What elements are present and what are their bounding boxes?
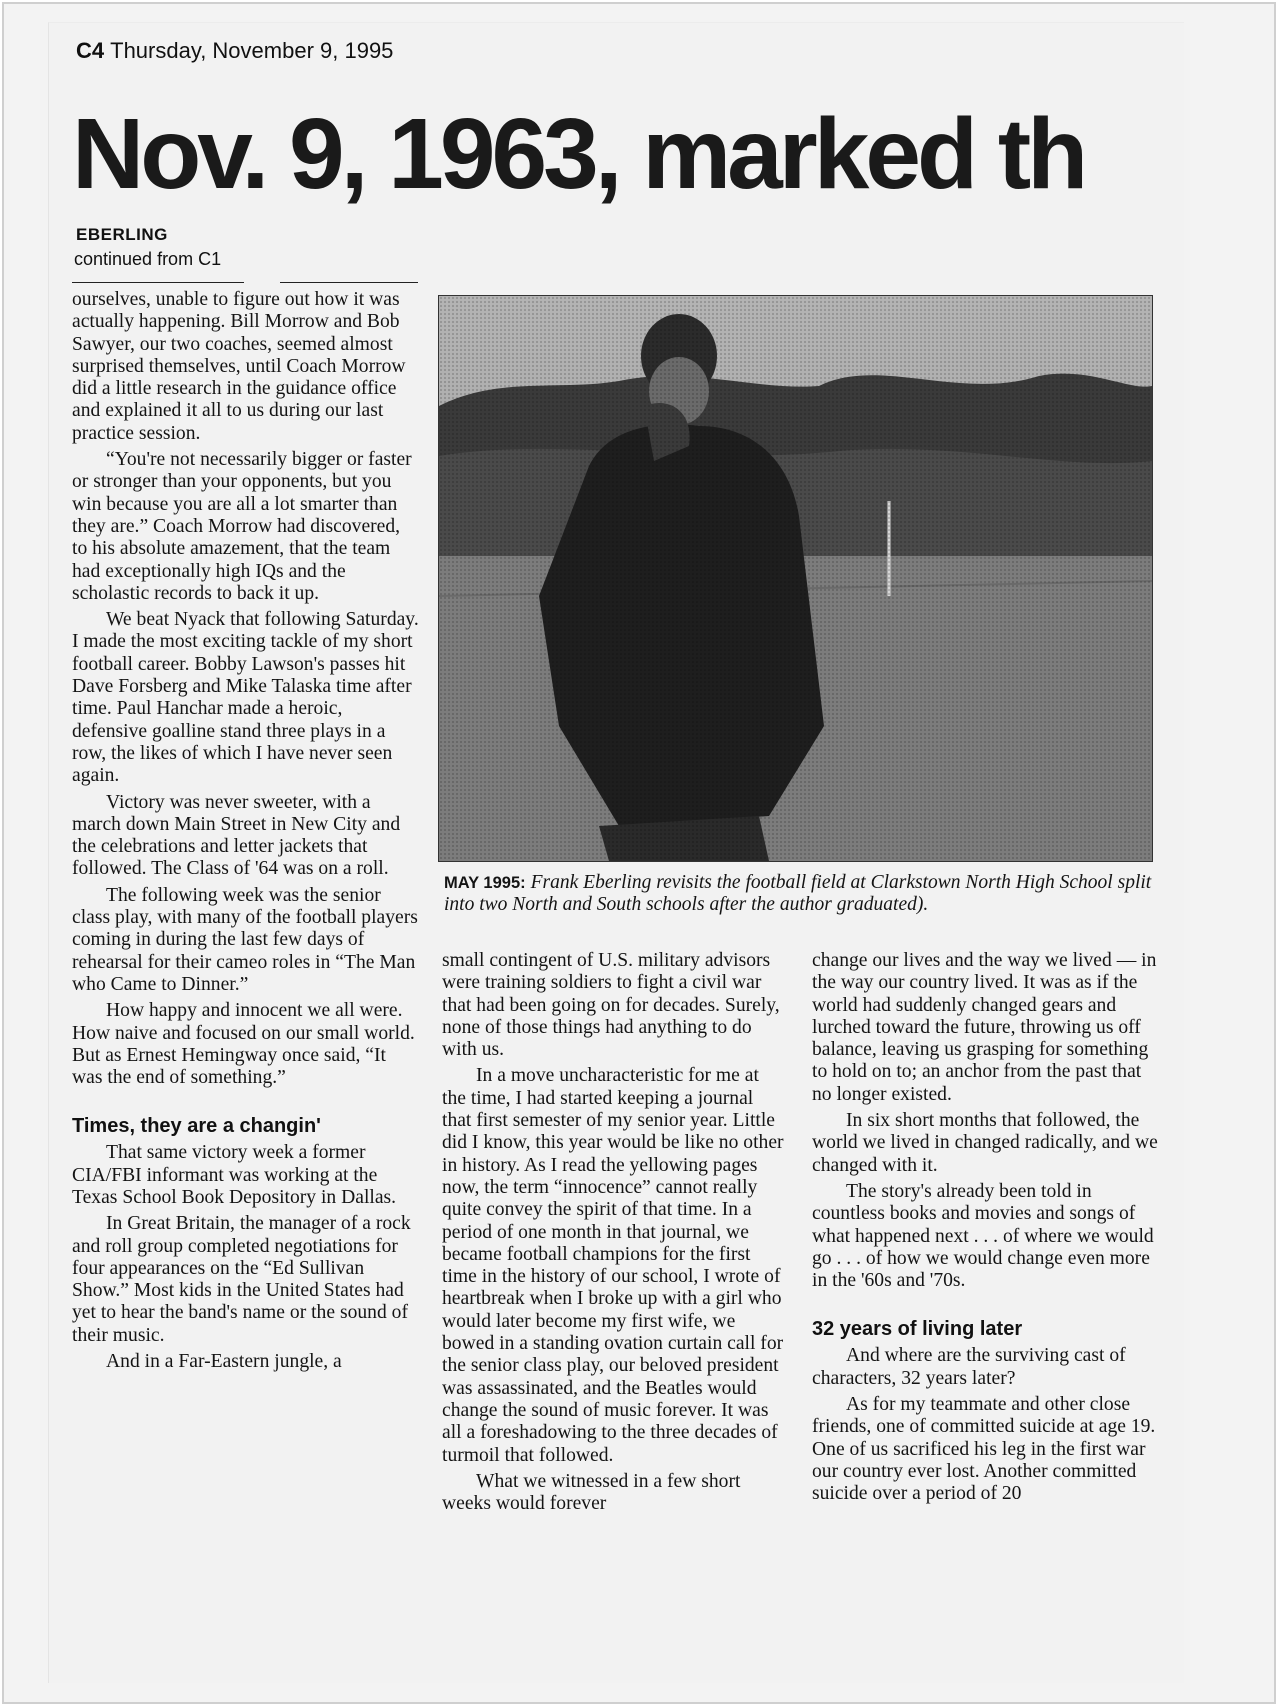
article-column-1 xyxy=(72,289,420,1373)
photo-frank-eberling-field xyxy=(438,295,1153,862)
paragraph: In a move uncharacteristic for me at the time, I had started keeping a journal that first semester of my senior year. Little did I know, this year would be like no other in history. As I read the yellowing pages now, the term “innocence” cannot really quite convey the spirit of that time. In a period of one month in that journal, we became football champions for the first time in the history of our school, I wrote of heartbreak when I broke up with a girl who would later become my first wife, we bowed in a standing ovation curtain call for the senior class play, our beloved president was assassinated, and the Beatles would change the sound of music forever. It was all a foreshadowing to the three decades of turmoil that followed. xyxy=(442,1065,784,1466)
subhead-32-years: 32 years of living later xyxy=(812,1318,1023,1341)
paragraph: What we witnessed in a few short weeks would forever xyxy=(442,1470,741,1515)
paragraph: Victory was never sweeter, with a march down Main Street in New City and the celebrations and letter jackets that followed. The Class of '64 was on a roll. xyxy=(72,791,401,880)
scanned-page xyxy=(2,2,1276,1704)
headline: Nov. 9, 1963, marked th xyxy=(72,98,1085,210)
story-kicker: EBERLING xyxy=(76,225,168,244)
subhead-times-changin: Times, they are a changin' xyxy=(72,1115,321,1138)
photo-caption xyxy=(444,872,1164,916)
column-rule-right xyxy=(280,282,418,283)
paragraph: And where are the surviving cast of characters, 32 years later? xyxy=(812,1345,1126,1389)
article-column-3 xyxy=(812,950,1160,1506)
page-dateline xyxy=(76,38,393,64)
caption-text: Frank Eberling revisits the football field at Clarkstown North High School split into two North and South schools after the author graduated). xyxy=(444,872,1152,915)
paragraph: And in a Far-Eastern jungle, a xyxy=(106,1351,342,1373)
column-rule-left xyxy=(72,282,244,283)
paragraph: change our lives and the way we lived — in the way our country lived. It was as if the world had suddenly changed gears and lurched toward the future, throwing us off balance, leaving us grasping for something to hold on to; an anchor from the past that no longer existed. xyxy=(812,950,1157,1105)
page-label: C4 xyxy=(76,38,105,63)
caption-label: MAY 1995: xyxy=(444,874,526,892)
paragraph: small contingent of U.S. military advisors were training soldiers to fight a civil war that had been going on for decades. Surely, none of those things had anything to do with us. xyxy=(442,950,780,1061)
paragraph: That same victory week a former CIA/FBI informant was working at the Texas School Book Depository in Dallas. xyxy=(72,1142,397,1208)
continued-line: continued from C1 xyxy=(74,249,222,269)
photo-image xyxy=(439,296,1152,861)
paragraph: In Great Britain, the manager of a rock and roll group completed negotiations for four appearances on the “Ed Sullivan Show.” Most kids in the United States had yet to hear the band's name or the sound of their music. xyxy=(72,1213,411,1346)
paragraph: As for my teammate and other close friends, one of committed suicide at age 19. One of us sacrificed his leg in the first war our country ever lost. Another committed suicide over a period of 20 xyxy=(812,1394,1156,1505)
paragraph: The story's already been told in countless books and movies and songs of what happened next . . . of where we would go . . . of how we would change even more in the '60s and '70s. xyxy=(812,1180,1154,1292)
paragraph: “You're not necessarily bigger or faster or stronger than your opponents, but you win because you are all a lot smarter than they are.” Coach Morrow had discovered, to his absolute amazement, that the team had exceptionally high IQs and the scholastic records to back it up. xyxy=(72,449,412,604)
paragraph: In six short months that followed, the world we lived in changed radically, and we changed with it. xyxy=(812,1110,1158,1176)
paragraph: The following week was the senior class play, with many of the football players coming in during the last few days of rehearsal for their cameo roles in “The Man who Came to Dinner.” xyxy=(72,884,418,995)
paragraph: ourselves, unable to figure out how it was actually happening. Bill Morrow and Bob Sawyer, our two coaches, seemed almost surprised themselves, until Coach Morrow did a little research in the guidance office and explained it all to us during our last practice session. xyxy=(72,289,406,444)
paragraph: How happy and innocent we all were. How naive and focused on our small world. But as Ernest Hemingway once said, “It was the end of something.” xyxy=(72,1000,415,1089)
page-date: Thursday, November 9, 1995 xyxy=(110,38,394,63)
article-column-2 xyxy=(442,950,787,1515)
paragraph: We beat Nyack that following Saturday. I made the most exciting tackle of my short football career. Bobby Lawson's passes hit Dave Forsberg and Mike Talaska time after time. Paul Hanchar made a heroic, defensive goalline stand three plays in a row, the likes of which I have never seen again. xyxy=(72,609,419,787)
